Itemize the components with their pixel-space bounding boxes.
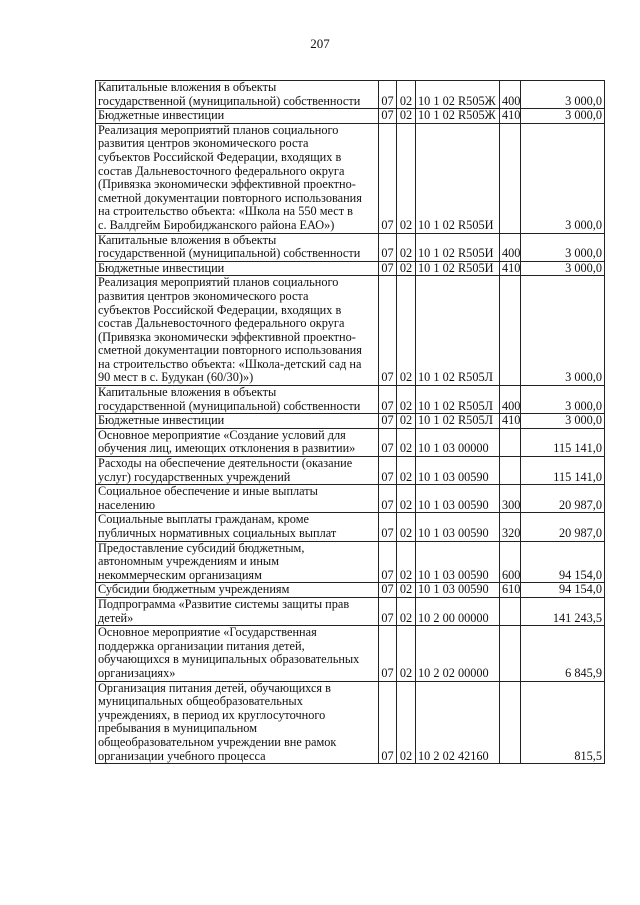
- razdel-code-cell: 02: [397, 276, 416, 386]
- razdel-code-cell: 02: [397, 681, 416, 764]
- budget-table: [95, 80, 605, 764]
- item-name-line: сметной документации повторного использования: [98, 190, 362, 205]
- item-name-line: (Привязка экономически эффективной проектно-: [98, 177, 356, 192]
- ved-code-cell: 07: [379, 626, 397, 681]
- item-name-line: публичных нормативных социальных выплат: [98, 526, 337, 540]
- item-name-line: учреждениях, в период их круглосуточного: [98, 707, 326, 722]
- item-name-line: обучения лиц, имеющих отклонения в развитии»: [98, 441, 356, 456]
- item-name-line: Реализация мероприятий планов социального: [98, 275, 339, 290]
- item-name-line: с. Валдгейм Биробиджанского района ЕАО»): [98, 217, 335, 232]
- program-code-cell: 10 1 02 R505Л: [416, 276, 500, 386]
- item-name-line: общеобразовательном учреждении вне рамок: [98, 734, 337, 749]
- item-name-line: организациях»: [98, 665, 176, 680]
- table-row: [96, 485, 605, 513]
- item-name-line: некоммерческим организациям: [98, 567, 262, 582]
- program-code-cell: 10 1 03 00590: [416, 457, 500, 485]
- item-name-line: Социальное обеспечение и иные выплаты: [98, 484, 318, 499]
- item-name-cell: [96, 626, 379, 681]
- table-row: [96, 681, 605, 764]
- ved-code-cell: 07: [379, 513, 397, 541]
- item-name-line: Капитальные вложения в объекты: [98, 232, 277, 247]
- expense-type-cell: 600: [500, 541, 521, 583]
- ved-code-cell: 07: [379, 541, 397, 583]
- expense-type-cell: 410: [500, 414, 521, 429]
- table-row: [96, 109, 605, 124]
- item-name-line: на строительство объекта: «Школа-детский сад на: [98, 356, 362, 371]
- amount-cell: 3 000,0: [521, 81, 605, 109]
- program-code-cell: 10 2 00 00000: [416, 597, 500, 625]
- razdel-code-cell: 02: [397, 109, 416, 124]
- item-name-line: населению: [98, 497, 156, 512]
- amount-cell: 3 000,0: [521, 233, 605, 261]
- item-name-line: субъектов Российской Федерации, входящих в: [98, 302, 342, 317]
- budget-table-body: [96, 81, 605, 764]
- program-code-cell: 10 1 02 R505Л: [416, 414, 500, 429]
- amount-cell: 3 000,0: [521, 386, 605, 414]
- ved-code-cell: 07: [379, 233, 397, 261]
- item-name-line: Подпрограмма «Развитие системы защиты прав: [98, 596, 350, 611]
- razdel-code-cell: 02: [397, 541, 416, 583]
- item-name-line: развития центров экономического роста: [98, 288, 309, 303]
- amount-cell: 3 000,0: [521, 123, 605, 233]
- amount-cell: 115 141,0: [521, 457, 605, 485]
- item-name-cell: [96, 81, 379, 109]
- table-row: [96, 276, 605, 386]
- item-name-line: Основное мероприятие «Создание условий для: [98, 427, 346, 442]
- program-code-cell: 10 1 03 00000: [416, 428, 500, 456]
- amount-cell: 6 845,9: [521, 626, 605, 681]
- item-name-line: поддержка организации питания детей,: [98, 638, 305, 653]
- ved-code-cell: 07: [379, 261, 397, 276]
- expense-type-cell: 610: [500, 583, 521, 598]
- razdel-code-cell: 02: [397, 457, 416, 485]
- item-name-line: организации учебного процесса: [98, 748, 266, 763]
- table-row: [96, 261, 605, 276]
- item-name-cell: [96, 109, 379, 124]
- item-name-line: Бюджетные инвестиции: [98, 260, 225, 275]
- table-row: [96, 457, 605, 485]
- ved-code-cell: 07: [379, 485, 397, 513]
- expense-type-cell: [500, 276, 521, 386]
- item-name-cell: [96, 485, 379, 513]
- item-name-cell: [96, 681, 379, 764]
- item-name-line: 90 мест в с. Будукан (60/30)»): [98, 370, 254, 385]
- program-code-cell: 10 1 03 00590: [416, 513, 500, 541]
- amount-cell: 3 000,0: [521, 414, 605, 429]
- amount-cell: 3 000,0: [521, 261, 605, 276]
- item-name-line: автономным учреждениям и иным: [98, 554, 279, 569]
- program-code-cell: 10 1 02 R505Ж: [416, 109, 500, 124]
- amount-cell: 3 000,0: [521, 109, 605, 124]
- ved-code-cell: 07: [379, 457, 397, 485]
- item-name-line: Капитальные вложения в объекты: [98, 80, 277, 94]
- table-row: [96, 428, 605, 456]
- expense-type-cell: 400: [500, 386, 521, 414]
- table-row: [96, 541, 605, 583]
- item-name-line: развития центров экономического роста: [98, 136, 309, 151]
- expense-type-cell: [500, 597, 521, 625]
- ved-code-cell: 07: [379, 597, 397, 625]
- table-row: [96, 597, 605, 625]
- item-name-line: Организация питания детей, обучающихся в: [98, 680, 331, 695]
- item-name-cell: [96, 513, 379, 541]
- item-name-line: Расходы на обеспечение деятельности (оказание: [98, 456, 353, 471]
- ved-code-cell: 07: [379, 81, 397, 109]
- razdel-code-cell: 02: [397, 583, 416, 598]
- item-name-cell: [96, 414, 379, 429]
- ved-code-cell: 07: [379, 583, 397, 598]
- program-code-cell: 10 1 02 R505И: [416, 123, 500, 233]
- item-name-cell: [96, 233, 379, 261]
- item-name-line: государственной (муниципальной) собственности: [98, 246, 361, 261]
- table-row: [96, 81, 605, 109]
- item-name-line: пребывания в муниципальном: [98, 721, 258, 736]
- expense-type-cell: 400: [500, 81, 521, 109]
- item-name-line: Бюджетные инвестиции: [98, 108, 225, 123]
- amount-cell: 20 987,0: [521, 513, 605, 541]
- program-code-cell: 10 1 02 R505И: [416, 233, 500, 261]
- page-number: 207: [310, 36, 330, 51]
- ved-code-cell: 07: [379, 123, 397, 233]
- program-code-cell: 10 1 02 R505Ж: [416, 81, 500, 109]
- expense-type-cell: 320: [500, 513, 521, 541]
- table-row: [96, 123, 605, 233]
- expense-type-cell: 410: [500, 261, 521, 276]
- item-name-line: на строительство объекта: «Школа на 550 мест в: [98, 204, 353, 219]
- razdel-code-cell: 02: [397, 233, 416, 261]
- program-code-cell: 10 2 02 42160: [416, 681, 500, 764]
- item-name-line: Бюджетные инвестиции: [98, 413, 225, 428]
- item-name-line: государственной (муниципальной) собственности: [98, 398, 361, 413]
- item-name-cell: [96, 541, 379, 583]
- item-name-cell: [96, 597, 379, 625]
- amount-cell: 3 000,0: [521, 276, 605, 386]
- program-code-cell: 10 1 02 R505Л: [416, 386, 500, 414]
- program-code-cell: 10 1 02 R505И: [416, 261, 500, 276]
- item-name-cell: [96, 457, 379, 485]
- expense-type-cell: [500, 123, 521, 233]
- item-name-cell: [96, 428, 379, 456]
- razdel-code-cell: 02: [397, 261, 416, 276]
- expense-type-cell: [500, 681, 521, 764]
- item-name-line: Социальные выплаты гражданам, кроме: [98, 512, 309, 527]
- amount-cell: 94 154,0: [521, 583, 605, 598]
- table-row: [96, 513, 605, 541]
- item-name-line: состав Дальневосточного федерального округа: [98, 163, 345, 178]
- razdel-code-cell: 02: [397, 513, 416, 541]
- item-name-cell: [96, 583, 379, 598]
- item-name-cell: [96, 261, 379, 276]
- razdel-code-cell: 02: [397, 414, 416, 429]
- ved-code-cell: 07: [379, 109, 397, 124]
- amount-cell: 94 154,0: [521, 541, 605, 583]
- amount-cell: 141 243,5: [521, 597, 605, 625]
- item-name-line: сметной документации повторного использования: [98, 343, 362, 358]
- amount-cell: 115 141,0: [521, 428, 605, 456]
- program-code-cell: 10 2 02 00000: [416, 626, 500, 681]
- ved-code-cell: 07: [379, 414, 397, 429]
- program-code-cell: 10 1 03 00590: [416, 485, 500, 513]
- amount-cell: 20 987,0: [521, 485, 605, 513]
- ved-code-cell: 07: [379, 681, 397, 764]
- item-name-line: муниципальных общеобразовательных: [98, 694, 303, 709]
- razdel-code-cell: 02: [397, 597, 416, 625]
- razdel-code-cell: 02: [397, 485, 416, 513]
- ved-code-cell: 07: [379, 386, 397, 414]
- razdel-code-cell: 02: [397, 123, 416, 233]
- item-name-line: Предоставление субсидий бюджетным,: [98, 540, 305, 555]
- razdel-code-cell: 02: [397, 81, 416, 109]
- table-row: [96, 386, 605, 414]
- item-name-line: Капитальные вложения в объекты: [98, 385, 277, 400]
- item-name-cell: [96, 123, 379, 233]
- table-row: [96, 583, 605, 598]
- expense-type-cell: [500, 626, 521, 681]
- razdel-code-cell: 02: [397, 626, 416, 681]
- item-name-line: Субсидии бюджетным учреждениям: [98, 582, 290, 597]
- expense-type-cell: 300: [500, 485, 521, 513]
- ved-code-cell: 07: [379, 276, 397, 386]
- item-name-cell: [96, 386, 379, 414]
- item-name-line: обучающихся в муниципальных образовательных: [98, 652, 360, 667]
- item-name-line: государственной (муниципальной) собственности: [98, 93, 361, 108]
- item-name-line: детей»: [98, 610, 134, 625]
- expense-type-cell: [500, 457, 521, 485]
- table-row: [96, 414, 605, 429]
- amount-cell: 815,5: [521, 681, 605, 764]
- item-name-line: услуг) государственных учреждений: [98, 469, 291, 484]
- program-code-cell: 10 1 03 00590: [416, 583, 500, 598]
- ved-code-cell: 07: [379, 428, 397, 456]
- table-row: [96, 233, 605, 261]
- item-name-cell: [96, 276, 379, 386]
- razdel-code-cell: 02: [397, 386, 416, 414]
- expense-type-cell: 400: [500, 233, 521, 261]
- program-code-cell: 10 1 03 00590: [416, 541, 500, 583]
- razdel-code-cell: 02: [397, 428, 416, 456]
- expense-type-cell: 410: [500, 109, 521, 124]
- expense-type-cell: [500, 428, 521, 456]
- item-name-line: субъектов Российской Федерации, входящих в: [98, 149, 342, 164]
- item-name-line: Реализация мероприятий планов социального: [98, 122, 339, 137]
- item-name-line: Основное мероприятие «Государственная: [98, 625, 317, 640]
- item-name-line: состав Дальневосточного федерального округа: [98, 316, 345, 331]
- table-row: [96, 626, 605, 681]
- item-name-line: (Привязка экономически эффективной проектно-: [98, 329, 356, 344]
